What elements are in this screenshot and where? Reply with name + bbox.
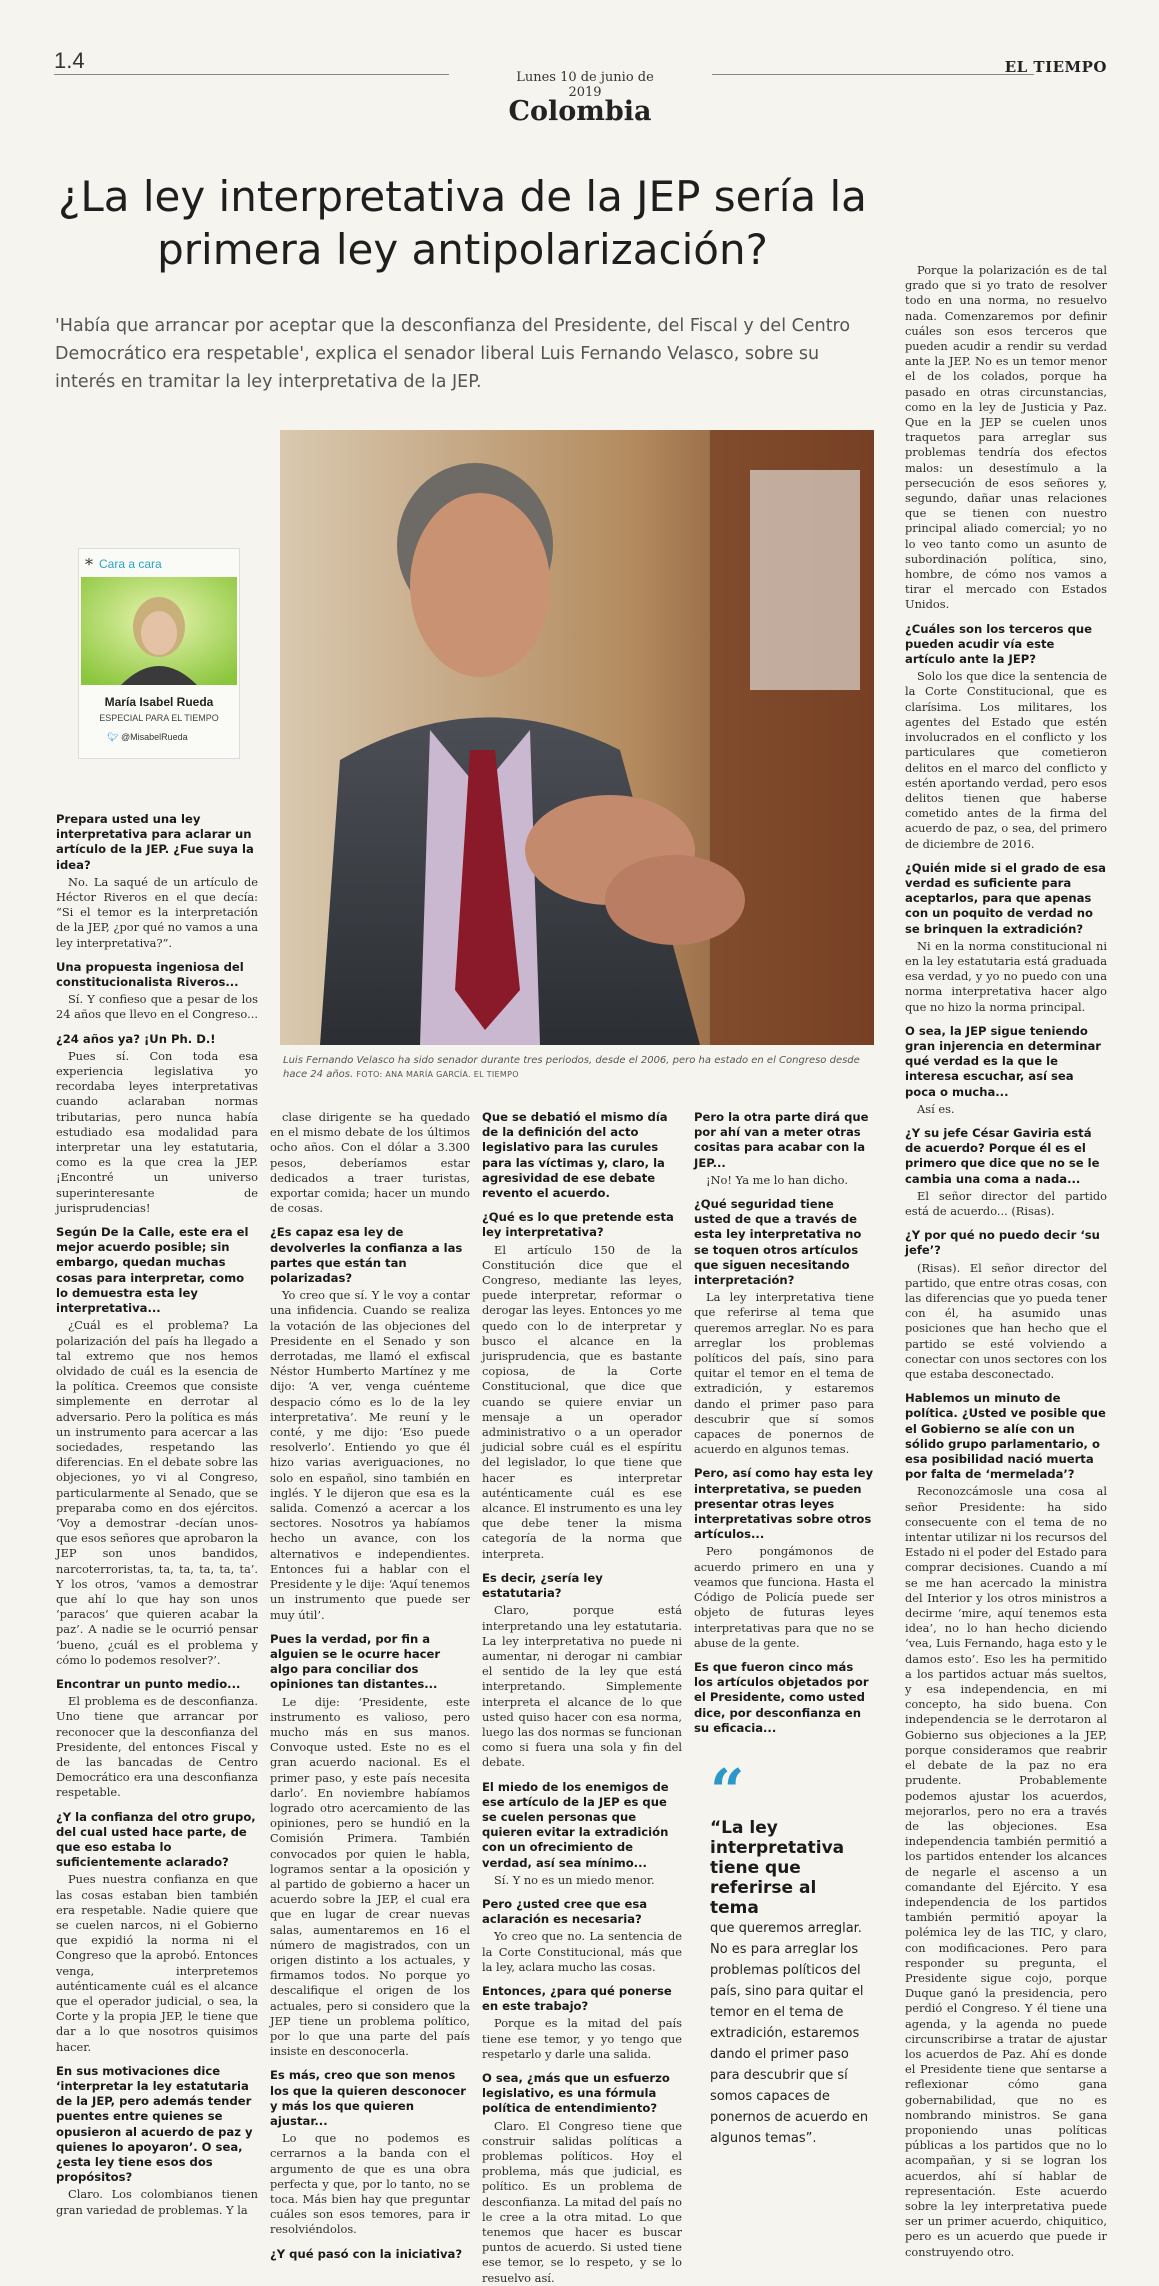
interview-answer: La ley interpretativa tiene que referirse al tema que queremos arreglar. No es para arreglar los problemas políticos del país, sino para quitar el temor en el tema de extradición, y estaremos dando el primer paso para descubrir que sí somos capaces de ponernos de acuerdo en algunos temas.: [694, 1290, 874, 1457]
caption-text: Luis Fernando Velasco ha sido senador durante tres periodos, desde el 2006, pero ha estado en el Congreso desde hace 24 años.: [283, 1055, 860, 1080]
interview-answer: Claro. Los colombianos tienen gran variedad de problemas. Y la: [56, 2187, 258, 2217]
lede: 'Había que arrancar por aceptar que la desconfianza del Presidente, del Fiscal y del Centro Democrático era respetable', explica el senador liberal Luis Fernando Velasco, sobre su interés en tramitar la ley interpretativa de la JEP.: [55, 316, 851, 392]
interview-answer: ¿Cuál es el problema? La polarización del país ha llegado a tal extremo que nos hemos olvidado de cuál es la esencia de la política. Creemos que consiste simplemente en derrotar al adversario. Pero la política es más un instrumento para acercar a las sociedades, respetando las diferencias. En el debate sobre las objeciones, yo vi al Congreso, particularmente al Senado, que se preparaba como en dos ejércitos. ‘Voy a demostrar -decían unos- que esos señores que aprobaron la JEP son unos bandidos, narcoterroristas, ta, ta, ta, ta, ta’. Y los otros, ‘vamos a demostrar que ahí lo que hay son unos ‘paracos’ que quieren acabar la paz’. A nadie se le ocurrió pensar ‘bueno, ¿cuál es el problema y cómo lo podemos resolver?’.: [56, 1318, 258, 1667]
interview-question: Pero, así como hay esta ley interpretativa, se pueden presentar otras leyes interpretativas sobre otros artículos...: [694, 1466, 874, 1542]
interview-question: Encontrar un punto medio...: [56, 1676, 241, 1691]
column-5: [905, 263, 1107, 2259]
pull-quote-bold: “La ley interpretativa tiene que referirse al tema: [710, 1818, 845, 1918]
interview-answer: El problema es de desconfianza. Uno tiene que arrancar por reconocer que la desconfianza del Presidente, del entonces Fiscal y de las bancadas de Centro Democrático era una desconfianza respetable.: [56, 1694, 258, 1800]
interview-answer: No. La saqué de un artículo de Héctor Riveros en el que decía: “Si el temor es la interpretación de la JEP, ¿por qué no vamos a una ley interpretativa?”.: [56, 874, 258, 950]
interview-answer: (Risas). El señor director del partido, que entre otras cosas, con las diferencias que yo pueda tener con él, ha asumido unas posiciones que han hecho que el partido se esté volviendo a conectar con unos sectores con los que estaba desconectado.: [905, 1260, 1107, 1382]
interview-question: ¿Y la confianza del otro grupo, del cual usted hace parte, de que eso estaba lo suficientemente aclarado?: [56, 1809, 256, 1870]
interview-question: ¿Y por qué no puedo decir ‘su jefe’?: [905, 1228, 1100, 1258]
interview-question: ¿Cuáles son los terceros que pueden acudir vía este artículo ante la JEP?: [905, 621, 1093, 667]
column-tag: Cara a cara: [99, 557, 162, 571]
column-4: [694, 1110, 874, 1770]
interview-answer: El artículo 150 de la Constitución dice que el Congreso, mediante las leyes, puede interpretar, reformar o derogar las leyes. Entonces yo me quedo con lo de interpretar y busco el alcance en la jurisprudencia, que es bastante copiosa, de la Corte Constitucional, que dice que cuando se quiere enviar un mensaje a un operador administrativo o a un operador judicial sobre cuál es el espíritu del legislador, lo que tiene que hacer es interpretar auténticamente cuál es ese alcance. El instrumento es una ley que debe tener la misma categoría de la norma que interpreta.: [482, 1242, 682, 1561]
interview-answer: Pues nuestra confianza en que las cosas estaban bien también era respetable. Nadie quiere que se cuelen narcos, ni el Gobierno que expidió la norma ni el Congreso que la aprobó. Entonces venga, interpretemos auténticamente cuál es el alcance que el operador judicial, o sea, la Corte y la propia JEP, le tiene que dar a lo que nosotros quisimos hacer.: [56, 1872, 258, 2054]
interview-question: Pero ¿usted cree que esa aclaración es necesaria?: [482, 1896, 648, 1927]
interview-answer: ¡No! Ya me lo han dicho.: [706, 1172, 848, 1187]
masthead: EL TIEMPO: [1004, 58, 1107, 76]
column-1: [56, 812, 258, 2232]
interview-question: En sus motivaciones dice ‘interpretar la ley estatutaria de la JEP, pero además tender puentes entre quienes se opusieron al acuerdo de paz y quienes lo apoyaron’. O sea, ¿esta ley tiene esos dos propósitos?: [56, 2063, 253, 2185]
interview-photo: [280, 430, 874, 1045]
interview-question: ¿Qué seguridad tiene usted de que a través de esta ley interpretativa no se toquen otros artículos que siguen necesitando interpretación?: [694, 1197, 862, 1288]
interview-question: Prepara usted una ley interpretativa para aclarar un artículo de la JEP. ¿Fue suya la idea?: [56, 812, 254, 872]
column-2: [270, 1110, 470, 2261]
column-3: [482, 1110, 682, 2285]
interview-answer: Le dije: ‘Presidente, este instrumento es valioso, pero mucho más en sus manos. Convoque usted. Este no es el gran acuerdo nacional. Es el primer paso, y este país necesita darlo’. En noviembre habíamos logrado otro acercamiento de las opiniones, pero se hundió en la Comisión Primera. También convocados por quien le habla, logramos sentar a la oposición y al partido de gobierno a hacer un acuerdo sobre la JEP, el cual era que en lugar de crear nuevas salas, aumentaremos en 16 el número de magistrados, con un origen distinto a los actuales, y firmamos todos. No porque yo descalifique el origen de los actuales, pero si considero que la JEP tiene un problema político, por lo que una parte del país insiste en desconocerla.: [270, 1694, 470, 2059]
section-title: Colombia: [508, 96, 652, 127]
author-portrait: [81, 577, 237, 685]
interview-question: ¿Qué es lo que pretende esta ley interpretativa?: [482, 1210, 674, 1240]
interview-answer: Ni en la norma constitucional ni en la ley estatutaria está graduada esa verdad, y yo no puedo con una norma interpretativa hacer algo que no hizo la norma principal.: [905, 938, 1107, 1014]
twitter-handle: @MisabelRueda: [120, 732, 188, 742]
byline-box: [78, 548, 240, 759]
photo-caption: [283, 1054, 873, 1082]
interview-question: Según De la Calle, este era el mejor acuerdo posible; sin embargo, quedan muchas cosas para interpretar, como lo demuestra esta ley interpretativa...: [56, 1225, 249, 1316]
interview-answer: Porque la polarización es de tal grado que si yo trato de resolver todo en una norma, no resuelvo nada. Comenzaremos por definir cuáles son esos terceros que pueden acudir a rendir su verdad ante la JEP. No es un temor menor el de los colados, porque ha pasado en otras circunstancias, como en la ley de Justicia y Paz. Que en la JEP se cuelen unos traquetos para arreglar sus problemas tendría dos efectos malos: un desestímulo a la persecución de esos señores y, segundo, dañar unas relaciones que se tienen con nuestro principal aliado comercial; yo no lo veo tanto como un asunto de subordinación política, sino, hombre, de cómo nos vamos a tirar el mercado con Estados Unidos.: [905, 263, 1107, 612]
interview-question: Pues la verdad, por fin a alguien se le ocurre hacer algo para conciliar dos opiniones tan distantes...: [270, 1631, 441, 1692]
interview-question: Es decir, ¿sería ley estatutaria?: [482, 1570, 603, 1601]
header-rule-right: [712, 74, 1034, 75]
photo-credit: FOTO: ANA MARÍA GARCÍA. EL TIEMPO: [356, 1070, 519, 1079]
twitter-icon: 🐦︎: [107, 732, 119, 742]
interview-answer: Así es.: [917, 1101, 955, 1116]
headline: ¿La ley interpretativa de la JEP sería la primera ley antipolarización?: [58, 172, 867, 274]
pull-quote-text: que queremos arreglar. No es para arreglar los problemas políticos del país, sino para quitar el temor en el tema de extradición, estaremos dando el primer paso para descubrir que sí somos capaces de ponernos de acuerdo en algunos temas”.: [710, 1921, 869, 2146]
interview-question: Entonces, ¿para qué ponerse en este trabajo?: [482, 1983, 672, 2014]
interview-answer: Lo que no podemos es cerrarnos a la banda con el argumento de que es una obra perfecta y que, por lo tanto, no se toca. Más bien hay que preguntar cuáles son esos temores, para ir resolviéndolos.: [270, 2131, 470, 2237]
interview-question: ¿Quién mide si el grado de esa verdad es suficiente para aceptarlos, para que apenas con un poquito de verdad no se brinquen la extradición?: [905, 860, 1106, 936]
interview-answer: Claro, porque está interpretando una ley estatutaria. La ley interpretativa no puede ni aumentar, ni derogar ni cambiar el sentido de la ley que está interpretando. Simplemente interpreta el alcance de lo que usted quiso hacer con esa norma, luego las dos normas se funcionan como si fuera una sola y fin del debate.: [482, 1603, 682, 1770]
interview-question: Es más, creo que son menos los que la quieren desconocer y más los que quieren ajustar...: [270, 2068, 466, 2128]
interview-question: Es que fueron cinco más los artículos objetados por el Presidente, como usted dice, por desconfianza en su eficacia...: [694, 1659, 869, 1735]
interview-question: Hablemos un minuto de política. ¿Usted ve posible que el Gobierno se alíe con un sólido grupo parlamentario, o esa posibilidad nació muerta por falta de ‘mermelada’?: [905, 1391, 1106, 1482]
page-number: 1.4: [54, 48, 85, 73]
interview-answer: Claro. El Congreso tiene que construir salidas políticas a problemas políticos. Hoy el problema, más que judicial, es político. Es un problema de desconfianza. La mitad del país no le cree a la otra mitad. Lo que tenemos que hacer es buscar puntos de acuerdo. Si usted tiene ese temor, se lo respeto, y se lo resuelvo así.: [482, 2118, 682, 2285]
interview-question: O sea, ¿más que un esfuerzo legislativo, es una fórmula política de entendimiento?: [482, 2070, 670, 2116]
interview-answer: clase dirigente se ha quedado en el mismo debate de los últimos ocho años. Con el dólar a 3.300 pesos, deberíamos estar dedicados a traer turistas, exportar comida; hacer un mundo de cosas.: [270, 1110, 470, 1216]
interview-question: ¿Es capaz esa ley de devolverles la confianza a las partes que están tan polarizadas?: [270, 1225, 463, 1286]
interview-question: ¿Y qué pasó con la iniciativa?: [270, 2246, 463, 2261]
interview-answer: El señor director del partido está de acuerdo... (Risas).: [905, 1188, 1107, 1218]
interview-answer: Pues sí. Con toda esa experiencia legislativa yo recordaba leyes interpretativas cuando aclaraban normas tributarias, pero nunca había estudiado esa modalidad para interpretar una ley estatutaria, como es la que crea la JEP. ¡Encontré un universo superinteresante de jurisprudencias!: [56, 1048, 258, 1215]
interview-answer: Sí. Y no es un miedo menor.: [494, 1872, 655, 1887]
interview-answer: Porque es la mitad del país tiene ese temor, y yo tengo que respetarlo y darle una salida.: [482, 2016, 682, 2061]
interview-question: El miedo de los enemigos de ese artículo de la JEP es que se cuelen personas que quieren evitar la extradición con un ofrecimiento de verdad, así sea mínimo...: [482, 1779, 669, 1870]
interview-answer: Pero pongámonos de acuerdo primero en una y veamos que funciona. Hasta el Código de Policía puede ser objeto de futuras leyes interpretativas para que no se abuse de la gente.: [694, 1544, 874, 1650]
interview-answer: Reconozcámosle una cosa al señor Presidente: ha sido consecuente con el tema de no intentar utilizar ni los recursos del Estado ni el poder del Estado para comprar decisiones. Cuando a mí se me han acercado la ministra del Interior y los otros ministros a decirme ‘mire, aquí tenemos esta idea’, no lo han hecho diciendo ‘vea, Luis Fernando, haga esto y le damos esto’. Eso les ha permitido a los partidos actuar más sueltos, y esa independencia, en mi concepto, ha sido buena. Con independencia se le derrotaron al Gobierno sus objeciones a la JEP, porque consideramos que reabrir el debate de la paz no era prudente. Probablemente podemos ajustar los acuerdos, mejorarlos, pero no era a través de las objeciones. Esa independencia también permitió a los partidos entender los alcances de negarle el ascenso a un comandante del Ejército. Y esa independencia de los partidos también permitió apoyar la polémica ley de las TIC, y claro, con modificaciones. Pero para responder su pregunta, el Presidente sigue cojo, porque Duque ganó la presidencia, pero perdió el Congreso. Y él tiene una agenda, y la agenda no puede circunscribirse a tratar de ajustar los acuerdos de Paz. Ahí es donde el Presidente tiene que sentarse a reflexionar cómo gana gobernabilidad, que no es nombrando ministros. Se gana proponiendo unas políticas públicas a los partidos que no lo acompañan, y si se logran los acuerdos, ahí sí hablar de representación. Este acuerdo sobre la ley interpretativa puede ser un primer acuerdo, chiquitico, pero es un acuerdo que puede ir construyendo otro.: [905, 1484, 1107, 2259]
pull-quote: [710, 1757, 870, 2149]
interview-question: ¿Y su jefe César Gaviria está de acuerdo? Porque él es el primero que dice que no se le cambia una coma a nada...: [905, 1125, 1100, 1186]
interview-answer: Sí. Y confieso que a pesar de los 24 años que llevo en el Congreso...: [56, 992, 258, 1022]
author-name: María Isabel Rueda: [104, 695, 214, 709]
issue-date: Lunes 10 de junio de 2019: [516, 70, 654, 100]
asterisk-icon: *: [85, 555, 93, 574]
interview-question: Que se debatió el mismo día de la definición del acto legislativo para las curules para las víctimas y, claro, la agresividad de ese debate revento el acuerdo.: [482, 1110, 668, 1201]
interview-question: Una propuesta ingeniosa del constitucionalista Riveros...: [56, 959, 244, 990]
interview-question: Pero la otra parte dirá que por ahí van a meter otras cositas para acabar con la JEP...: [694, 1110, 869, 1170]
interview-answer: Yo creo que sí. Y le voy a contar una infidencia. Cuando se realiza la votación de las objeciones del Presidente en el Senado y son derrotadas, me llamó el exfiscal Néstor Humberto Martínez y me dijo: ‘A ver, venga cuénteme despacio cómo es lo de la ley interpretativa’. Me reuní y le conté, y me dijo: ‘Eso puede resolverlo’. Entiendo yo que él hizo varias averiguaciones, no solo en español, sino también en inglés. Y le dijeron que esa es la salida. Comenzó a acercar a los sectores. Nosotros ya habíamos hecho un avance, con los alternativos e independientes. Entonces fui a hablar con el Presidente y le dije: ‘Aquí tenemos un instrumento que puede ser muy útil’.: [270, 1288, 470, 1622]
header-rule-left: [54, 74, 449, 75]
interview-question: ¿24 años ya? ¡Un Ph. D.!: [56, 1031, 216, 1046]
interview-answer: Yo creo que no. La sentencia de la Corte Constitucional, más que la ley, aclara mucho las cosas.: [482, 1929, 682, 1974]
quote-mark-icon: “: [710, 1757, 745, 1827]
author-role: ESPECIAL PARA EL TIEMPO: [99, 713, 219, 723]
interview-answer: Solo los que dice la sentencia de la Corte Constitucional, que es clarísima. Los militares, los agentes del Estado que estén involucrados en el conflicto y los particulares que cometieron delitos en el marco del conflicto y estén aportando verdad, pero esos delitos tienen que haberse cometido antes de la firma del acuerdo de paz, o sea, del primero de diciembre de 2016.: [905, 669, 1107, 851]
interview-question: O sea, la JEP sigue teniendo gran injerencia en determinar qué verdad es la que le interesa escuchar, así sea poca o mucha...: [905, 1023, 1102, 1099]
author-twitter: [107, 732, 188, 743]
